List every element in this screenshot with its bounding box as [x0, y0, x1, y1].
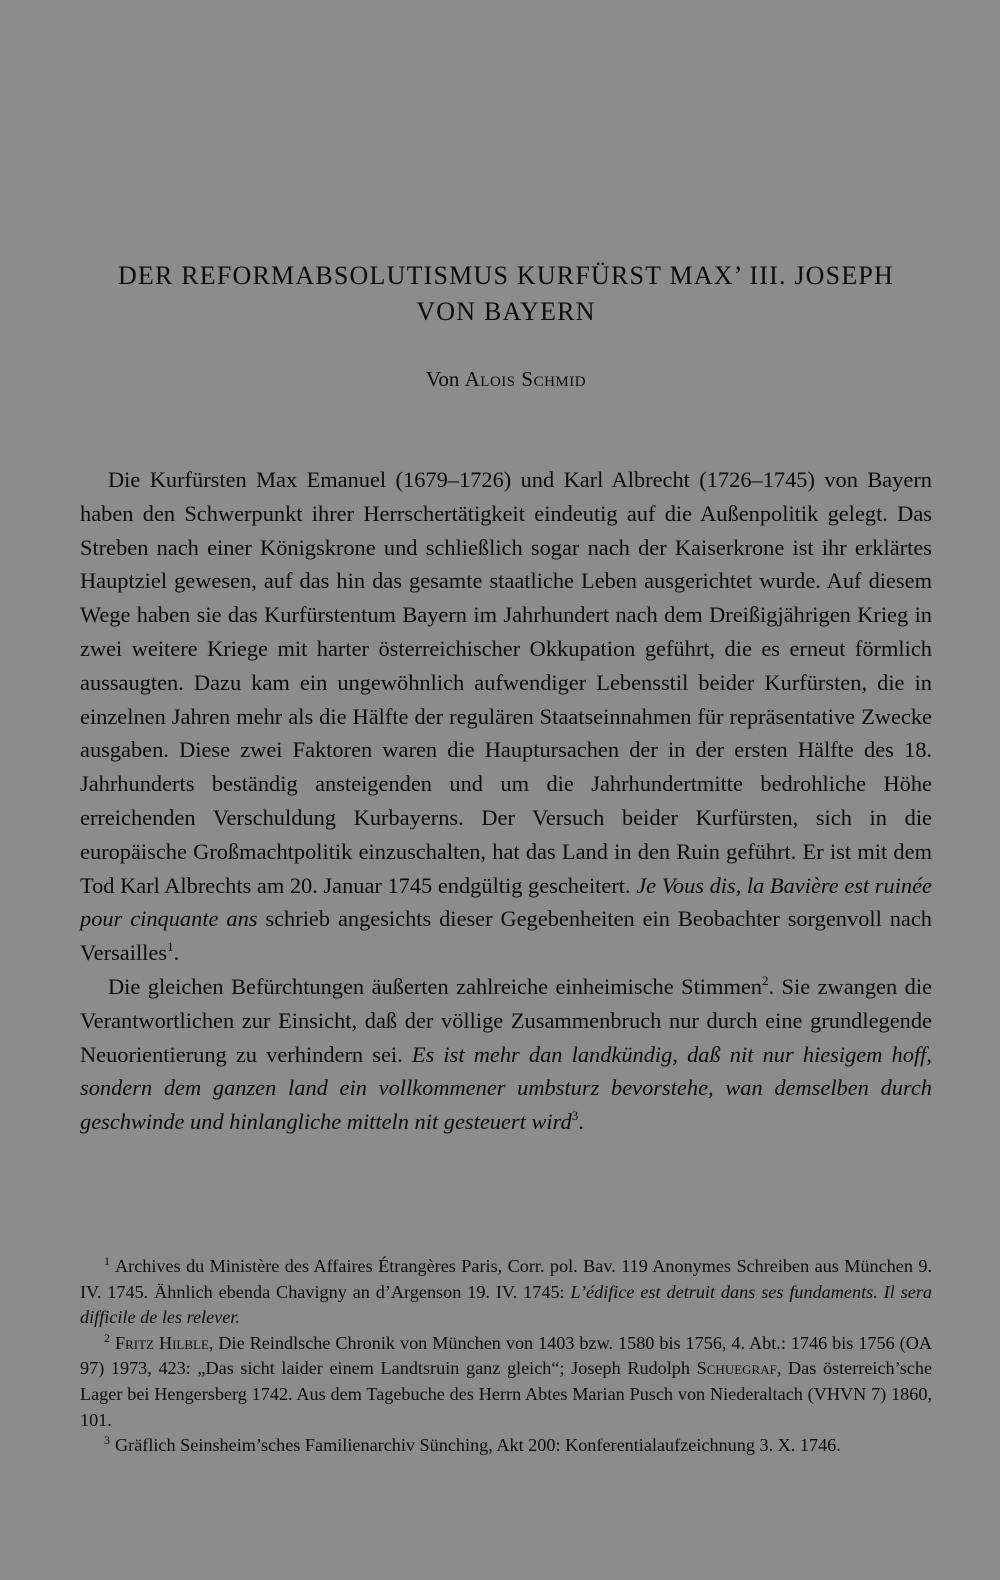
footnote-ref-3[interactable]: 3	[571, 1108, 579, 1124]
footnote-1-text: Archives du Ministère des Affaires Étrangères Paris, Corr. pol. Bav. 119 Anonymes Schreiben aus München 9. IV. 1745. Ähnlich ebenda Chavigny an d’Argenson 19. IV. 1745:	[80, 1256, 932, 1302]
paragraph-1-after: schrieb angesichts dieser Gegebenheiten ein Beobachter sorgenvoll nach Versailles	[80, 906, 932, 966]
paragraph-1-text: Die Kurfürsten Max Emanuel (1679–1726) und Karl Albrecht (1726–1745) von Bayern haben den Schwerpunkt ihrer Herrschertätigkeit eindeutig auf die Außenpolitik gelegt. Das Streben nach einer Königskrone und schließlich sogar nach der Kaiserkrone ist ihr erklärtes Hauptziel gewesen, auf das hin das gesamte staatliche Leben ausgerichtet wurde. Auf diesem Wege haben sie das Kurfürstentum Bayern im Jahrhundert nach dem Dreißigjährigen Krieg in zwei weitere Kriege mit harter österreichischer Okkupation geführt, die es erneut förmlich aussaugten. Dazu kam ein ungewöhnlich aufwendiger Lebensstil beider Kurfürsten, die in einzelnen Jahren mehr als die Hälfte der regulären Staatseinnahmen für repräsentative Zwecke ausgaben. Diese zwei Faktoren waren die Hauptursachen der in der ersten Hälfte des 18. Jahrhunderts beständig ansteigenden und um die Jahrhundertmitte bedrohliche Höhe erreichenden Verschuldung Kurbayerns. Der Versuch beider Kurfürsten, sich in die europäische Großmachtpolitik einzuschalten, hat das Land in den Ruin geführt. Er ist mit dem Tod Karl Albrechts am 20. Januar 1745 endgültig gescheitert.	[80, 467, 932, 898]
footnote-2-author-1: Fritz Hilble	[115, 1332, 209, 1353]
footnote-ref-1[interactable]: 1	[167, 939, 174, 955]
footnote-3-text: Gräflich Seinsheim’sches Familienarchiv Sünching, Akt 200: Konferentialaufzeichnung 3. X. 1746.	[115, 1435, 841, 1456]
paragraph-2-quote: Es ist mehr dan landkündig, daß nit nur hiesigem hoff, sondern dem ganzen land ein vollkommener umbsturz bevorstehe, wan demselben durch geschwinde und hinlangliche mitteln nit gesteuert wird	[80, 1041, 932, 1135]
paragraph-2-text: Die gleichen Befürchtungen äußerten zahlreiche einheimische Stimmen	[108, 973, 762, 999]
author-byline	[80, 364, 932, 394]
paragraph-1-end: .	[173, 940, 180, 966]
body-text	[80, 463, 932, 1139]
title-line-1: DER REFORMABSOLUTISMUS KURFÜRST MAX’ III. JOSEPH	[117, 261, 895, 290]
paragraph-2-end: .	[578, 1109, 584, 1135]
footnote-1-quote: L’édifice est detruit dans ses fundaments. Il sera difficile de les relever.	[80, 1281, 933, 1328]
paragraph-1-quote: Je Vous dis, la Bavière est ruinée pour cinquante ans	[80, 872, 932, 932]
footnote-2	[80, 1331, 932, 1433]
author-name: Alois Schmid	[464, 367, 587, 391]
footnotes	[80, 1254, 932, 1459]
footnote-2-text-1: , Die Reindlsche Chronik von München von 1403 bzw. 1580 bis 1756, 4. Abt.: 1746 bis 1756 (OA 97) 1973, 423: „Das sicht laider einem Landtsruin ganz gleich“; Joseph Rudolph	[80, 1332, 932, 1379]
footnote-3-number: 3	[104, 1433, 110, 1448]
footnote-3	[80, 1433, 932, 1459]
footnote-1-number: 1	[104, 1254, 110, 1268]
footnote-2-number: 2	[104, 1330, 110, 1345]
footnote-ref-2[interactable]: 2	[762, 972, 769, 988]
paragraph-1	[80, 463, 932, 970]
footnote-1	[80, 1254, 932, 1331]
author-prefix: Von	[425, 367, 460, 391]
paragraph-2	[80, 970, 932, 1139]
footnote-2-text-2: , Das österreich’sche Lager bei Hengersberg 1742. Aus dem Tagebuche des Herrn Abtes Marian Pusch von Niederaltach (VHVN 7) 1860, 101.	[80, 1358, 933, 1430]
footnote-2-author-2: Schuegraf	[696, 1358, 777, 1379]
title-line-2: VON BAYERN	[416, 297, 596, 326]
article-title	[80, 258, 932, 330]
paragraph-2-after: . Sie zwangen die Verantwortlichen zur Einsicht, daß der völlige Zusammenbruch nur durch eine grundlegende Neuorientierung zu verhindern sei.	[80, 973, 932, 1067]
